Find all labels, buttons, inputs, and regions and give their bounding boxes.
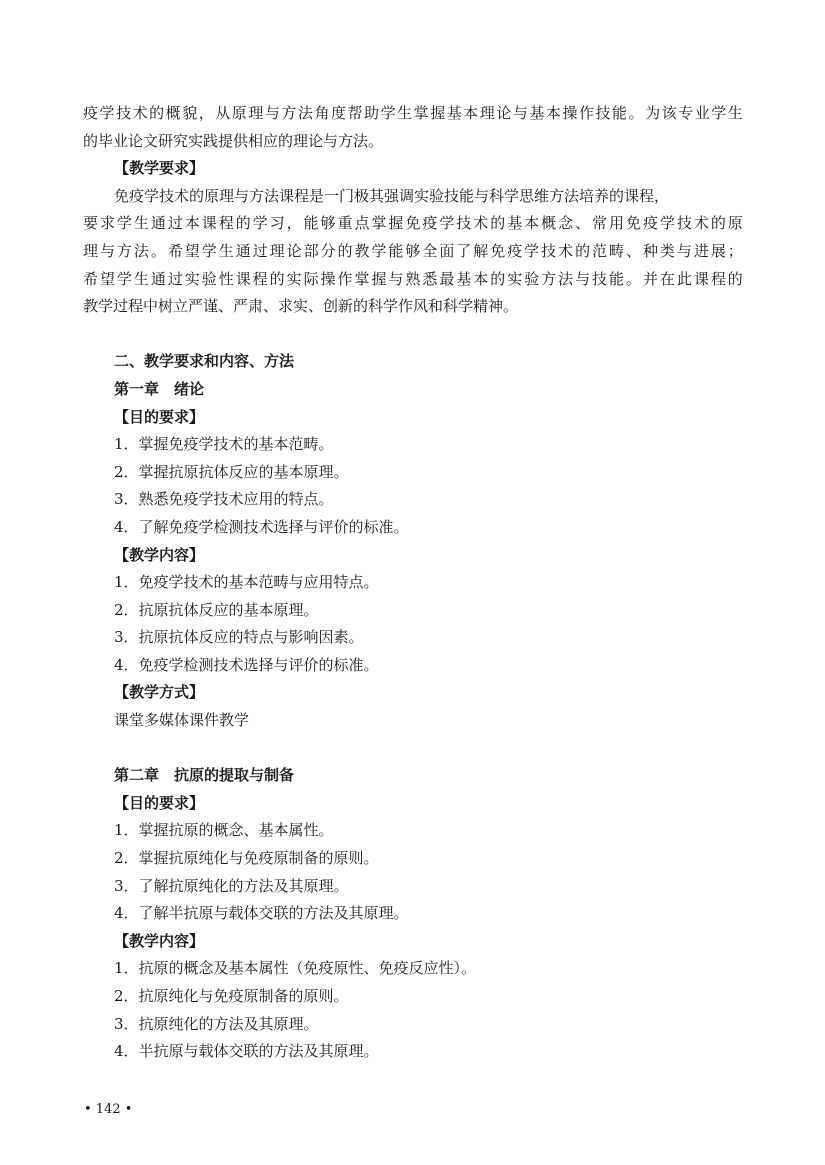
chapter1-objectives-heading: 【目的要求】 bbox=[114, 407, 205, 426]
chapter2-content-item: 3．抗原纯化的方法及其原理。 bbox=[114, 1014, 319, 1033]
chapter1-content-item: 2．抗原抗体反应的基本原理。 bbox=[114, 600, 319, 619]
chapter1-content-item: 4．免疫学检测技术选择与评价的标准。 bbox=[114, 655, 379, 674]
chapter2-objectives-heading: 【目的要求】 bbox=[114, 793, 205, 812]
chapter1-objective-item: 3．熟悉免疫学技术应用的特点。 bbox=[114, 490, 334, 509]
chapter2-objective-item: 1．掌握抗原的概念、基本属性。 bbox=[114, 821, 334, 840]
chapter1-title: 第一章 绪论 bbox=[114, 379, 205, 398]
chapter2-objective-item: 3．了解抗原纯化的方法及其原理。 bbox=[114, 876, 349, 895]
section-title: 二、教学要求和内容、方法 bbox=[114, 352, 295, 371]
teaching-requirements-line-1: 免疫学技术的原理与方法课程是一门极其强调实验技能与科学思维方法培养的课程， bbox=[114, 186, 670, 205]
chapter2-content-item: 2．抗原纯化与免疫原制备的原则。 bbox=[114, 987, 349, 1005]
chapter1-method: 课堂多媒体课件教学 bbox=[114, 711, 250, 730]
chapter1-objective-item: 4．了解免疫学检测技术选择与评价的标准。 bbox=[114, 517, 409, 536]
chapter2-content-item: 4．半抗原与载体交联的方法及其原理。 bbox=[114, 1042, 379, 1061]
teaching-requirements-line-2: 要求学生通过本课程的学习，能够重点掌握免疫学技术的基本概念、常用免疫学技术的原 bbox=[83, 214, 743, 233]
chapter1-method-heading: 【教学方式】 bbox=[114, 683, 205, 702]
teaching-requirements-heading: 【教学要求】 bbox=[114, 159, 205, 178]
chapter2-content-item: 1．抗原的概念及基本属性（免疫原性、免疫反应性）。 bbox=[114, 959, 477, 978]
chapter1-objective-item: 1．掌握免疫学技术的基本范畴。 bbox=[114, 435, 334, 454]
chapter2-title: 第二章 抗原的提取与制备 bbox=[114, 766, 295, 785]
spacer bbox=[83, 735, 743, 763]
chapter2-objective-item: 4．了解半抗原与载体交联的方法及其原理。 bbox=[114, 904, 409, 923]
chapter1-objective-item: 2．掌握抗原抗体反应的基本原理。 bbox=[114, 462, 349, 481]
chapter1-content-item: 3．抗原抗体反应的特点与影响因素。 bbox=[114, 628, 364, 647]
document-page bbox=[83, 100, 743, 1066]
spacer bbox=[83, 321, 743, 349]
teaching-requirements-line-4: 希望学生通过实验性课程的实际操作掌握与熟悉最基本的实验方法与技能。并在此课程的 bbox=[83, 269, 743, 288]
chapter1-content-item: 1．免疫学技术的基本范畴与应用特点。 bbox=[114, 573, 379, 592]
teaching-requirements-line-3: 理与方法。希望学生通过理论部分的教学能够全面了解免疫学技术的范畴、种类与进展； bbox=[83, 241, 743, 260]
chapter1-content-heading: 【教学内容】 bbox=[114, 545, 205, 564]
chapter2-content-heading: 【教学内容】 bbox=[114, 931, 205, 950]
intro-line-2: 的毕业论文研究实践提供相应的理论与方法。 bbox=[83, 131, 384, 150]
page-number: • 142 • bbox=[84, 1102, 133, 1117]
teaching-requirements-line-5: 教学过程中树立严谨、严肃、求实、创新的科学作风和科学精神。 bbox=[83, 297, 519, 316]
intro-line-1: 疫学技术的概貌，从原理与方法角度帮助学生掌握基本理论与基本操作技能。为该专业学生 bbox=[83, 104, 743, 122]
chapter2-objective-item: 2．掌握抗原纯化与免疫原制备的原则。 bbox=[114, 849, 379, 868]
